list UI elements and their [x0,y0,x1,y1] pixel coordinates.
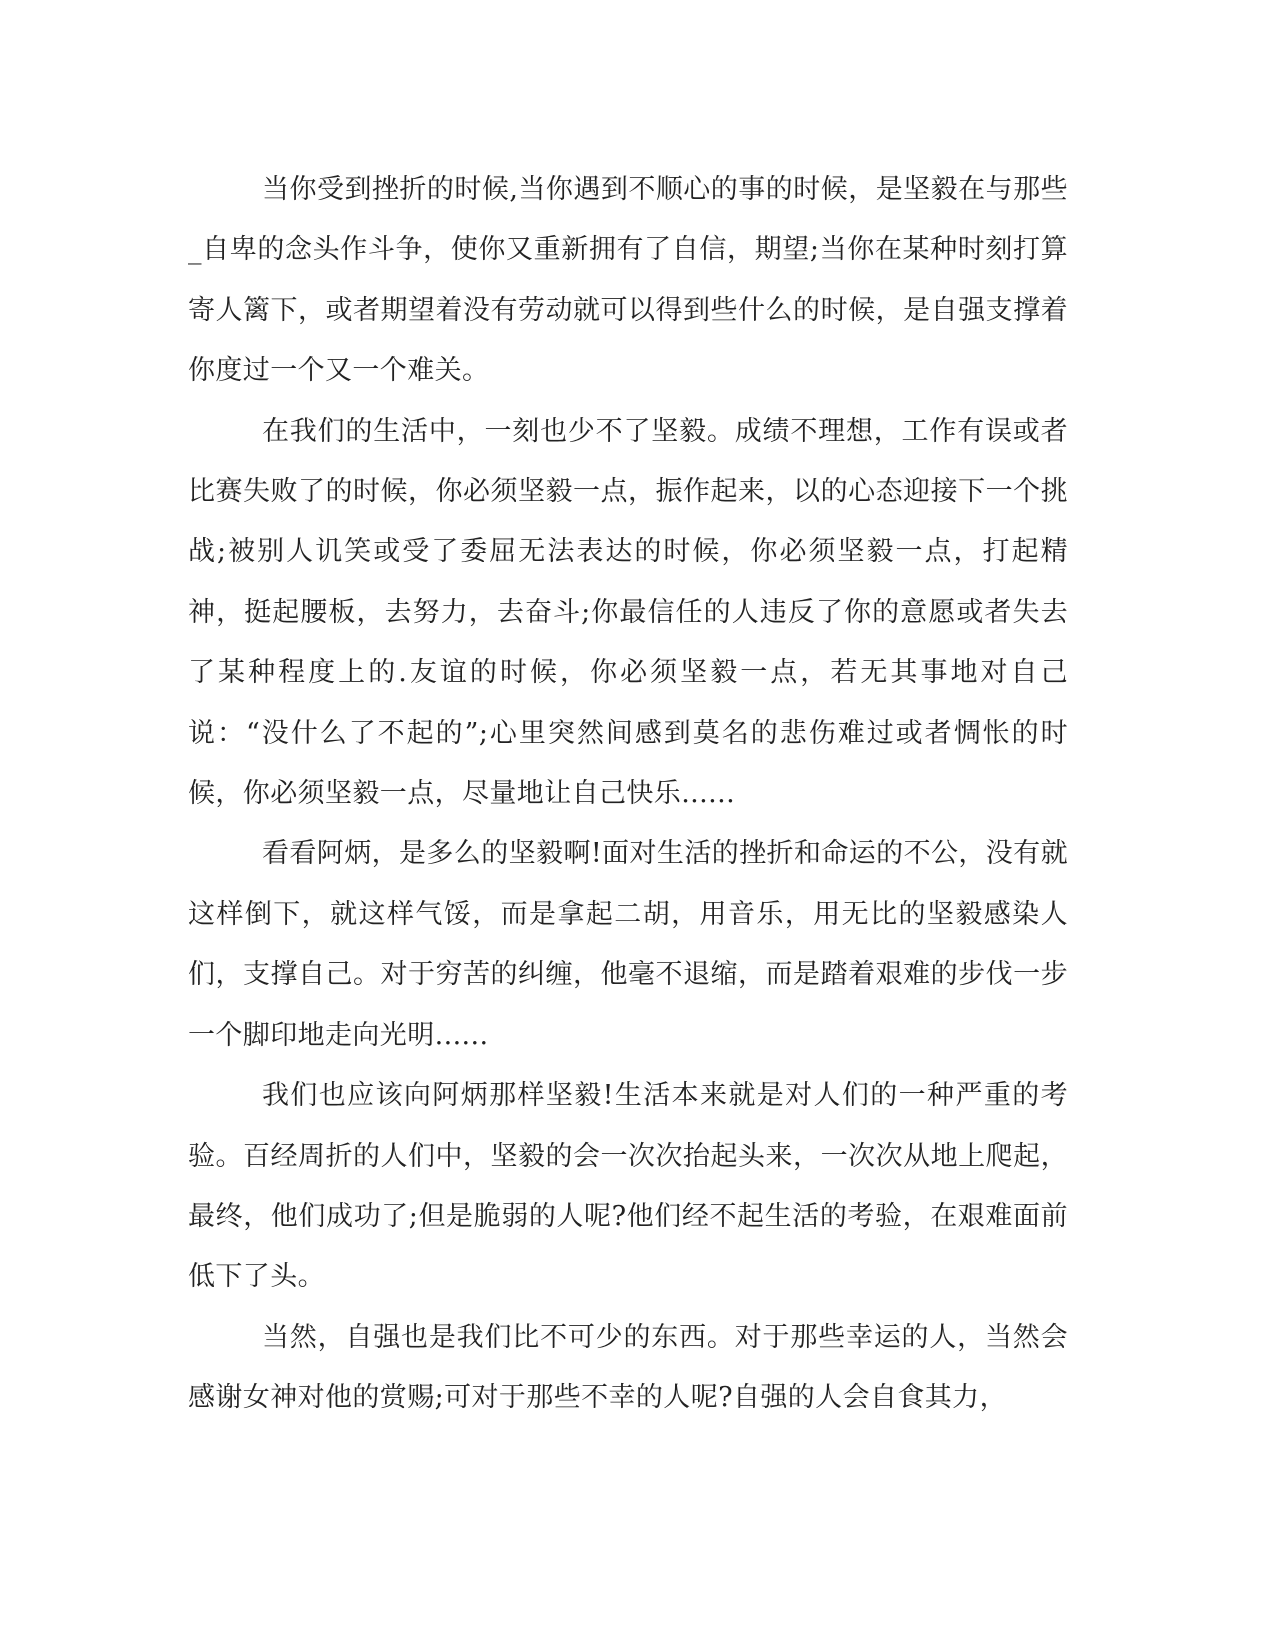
paragraph: 当然，自强也是我们比不可少的东西。对于那些幸运的人，当然会感谢女神对他的赏赐;可对于那些不幸的人呢?自强的人会自食其力， [188,1321,1068,1414]
paragraph: 当你受到挫折的时候,当你遇到不顺心的事的时候，是坚毅在与那些_自卑的念头作斗争，使你又重新拥有了自信，期望;当你在某种时刻打算寄人篱下，或者期望着没有劳动就可以得到些什么的时候，是自强支撑着你度过一个又一个难关。 [188,174,1068,387]
paragraph: 看看阿炳，是多么的坚毅啊!面对生活的挫折和命运的不公，没有就这样倒下，就这样气馁，而是拿起二胡，用音乐，用无比的坚毅感染人们，支撑自己。对于穷苦的纠缠，他毫不退缩，而是踏着艰难的步伐一步一个脚印地走向光明...... [188,838,1068,1051]
paragraph: 我们也应该向阿炳那样坚毅!生活本来就是对人们的一种严重的考验。百经周折的人们中，坚毅的会一次次抬起头来，一次次从地上爬起，最终，他们成功了;但是脆弱的人呢?他们经不起生活的考验，在艰难面前低下了头。 [188,1080,1068,1293]
document-body [188,160,1068,1429]
paragraph: 在我们的生活中，一刻也少不了坚毅。成绩不理想，工作有误或者比赛失败了的时候，你必须坚毅一点，振作起来，以的心态迎接下一个挑战;被别人讥笑或受了委屈无法表达的时候，你必须坚毅一点，打起精神，挺起腰板，去努力，去奋斗;你最信任的人违反了你的意愿或者失去了某种程度上的.友谊的时候，你必须坚毅一点，若无其事地对自己说：“没什么了不起的”;心里突然间感到莫名的悲伤难过或者惆怅的时候，你必须坚毅一点，尽量地让自己快乐...... [188,415,1068,810]
